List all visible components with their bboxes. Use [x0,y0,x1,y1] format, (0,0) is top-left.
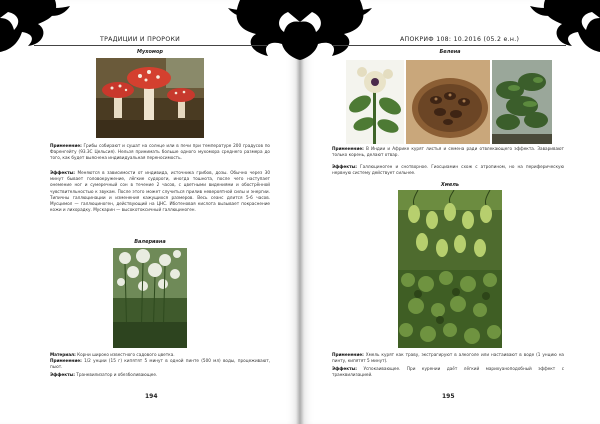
caption-henbane: Белена [439,49,461,55]
paragraph-material-valerian: Материал: Корни широко известного садового цветка. [50,352,175,357]
page-number-right: 195 [442,393,455,400]
valerian-photo [113,248,187,348]
paragraph-usage-fly-agaric: Применение: Грибы собирают и сушат на солнце или в печи при температуре 200 градусов по Фаренгейту (93.3С Цельсия). Нельзя принимать больше одного мухомора среднего размера до того, как будет выяснена индивидуальная переносимость. [50,143,270,161]
running-head-right: АПОКРИФ 108: 10.2016 (05.2 е.н.) [400,36,520,43]
book-gutter [296,0,304,424]
paragraph-usage-hops: Применение: Хмель курят как траву, экстрагируют в алкоголе или настаивают в воде (1 унцию на пинту, кипятят 5 минут). [332,352,564,364]
caption-fly-agaric: Мухомор [137,49,163,55]
paragraph-effects-henbane: Эффекты: Галлюциноген и снотворное. Гиосциамин схож с атропином, но на периферическую нервную систему действует сильнее. [332,164,564,176]
running-head-left: ТРАДИЦИИ И ПРОРОКИ [100,36,181,43]
paragraph-effects-fly-agaric: Эффекты: Меняются в зависимости от индивида, источника грибов, дозы. Обычно через 30 минут бывает головокружение, лёгкие судороги, иногда тошнота, после чего наступает онемение ног и сумеречный сон в течение 2 часов, с цветными видениями и обострённой чувствительностью к звукам. После этого может случиться прилив невероятной силы и энергии. Типичны галлюцинации и изменения кажущихся размеров. Весь сеанс длится 5-6 часов. Мусцимол — галлюциноген, действующий на ЦНС. Иботеновая кислота вызывает покраснение кожи и лихорадку. Мускарин — высокотоксичный галлюциноген. [50,170,270,213]
right-page [300,0,600,424]
header-rule-right [332,45,566,46]
fly-agaric-photo [96,58,204,138]
hops-cones-photo [398,190,502,270]
paragraph-effects-valerian: Эффекты: Транквилизатор и обезболивающее. [50,372,158,377]
caption-valerian: Валериана [134,239,166,245]
caption-hops: Хмель [440,182,460,188]
henbane-roots-photo [406,60,490,144]
henbane-plant-photo [492,60,552,144]
paragraph-usage-valerian: Применение: 1/2 унции (15 г) кипятят 5 минут в одной пинте (500 мл) воды, процеживают, пьют. [50,358,270,370]
page-number-left: 194 [145,393,158,400]
hops-field-photo [398,270,502,348]
header-rule-left [34,45,268,46]
paragraph-effects-hops: Эффекты: Успокаивающее. При курении даёт лёгкий марихуаноподобный эффект с транквилизацией. [332,366,564,378]
henbane-flower-photo [346,60,404,144]
paragraph-usage-henbane: Применение: В Индии и Африке курят листья и семена ради отвлекающего эффекта. Заваривают только корень, делают отвар. [332,146,564,158]
